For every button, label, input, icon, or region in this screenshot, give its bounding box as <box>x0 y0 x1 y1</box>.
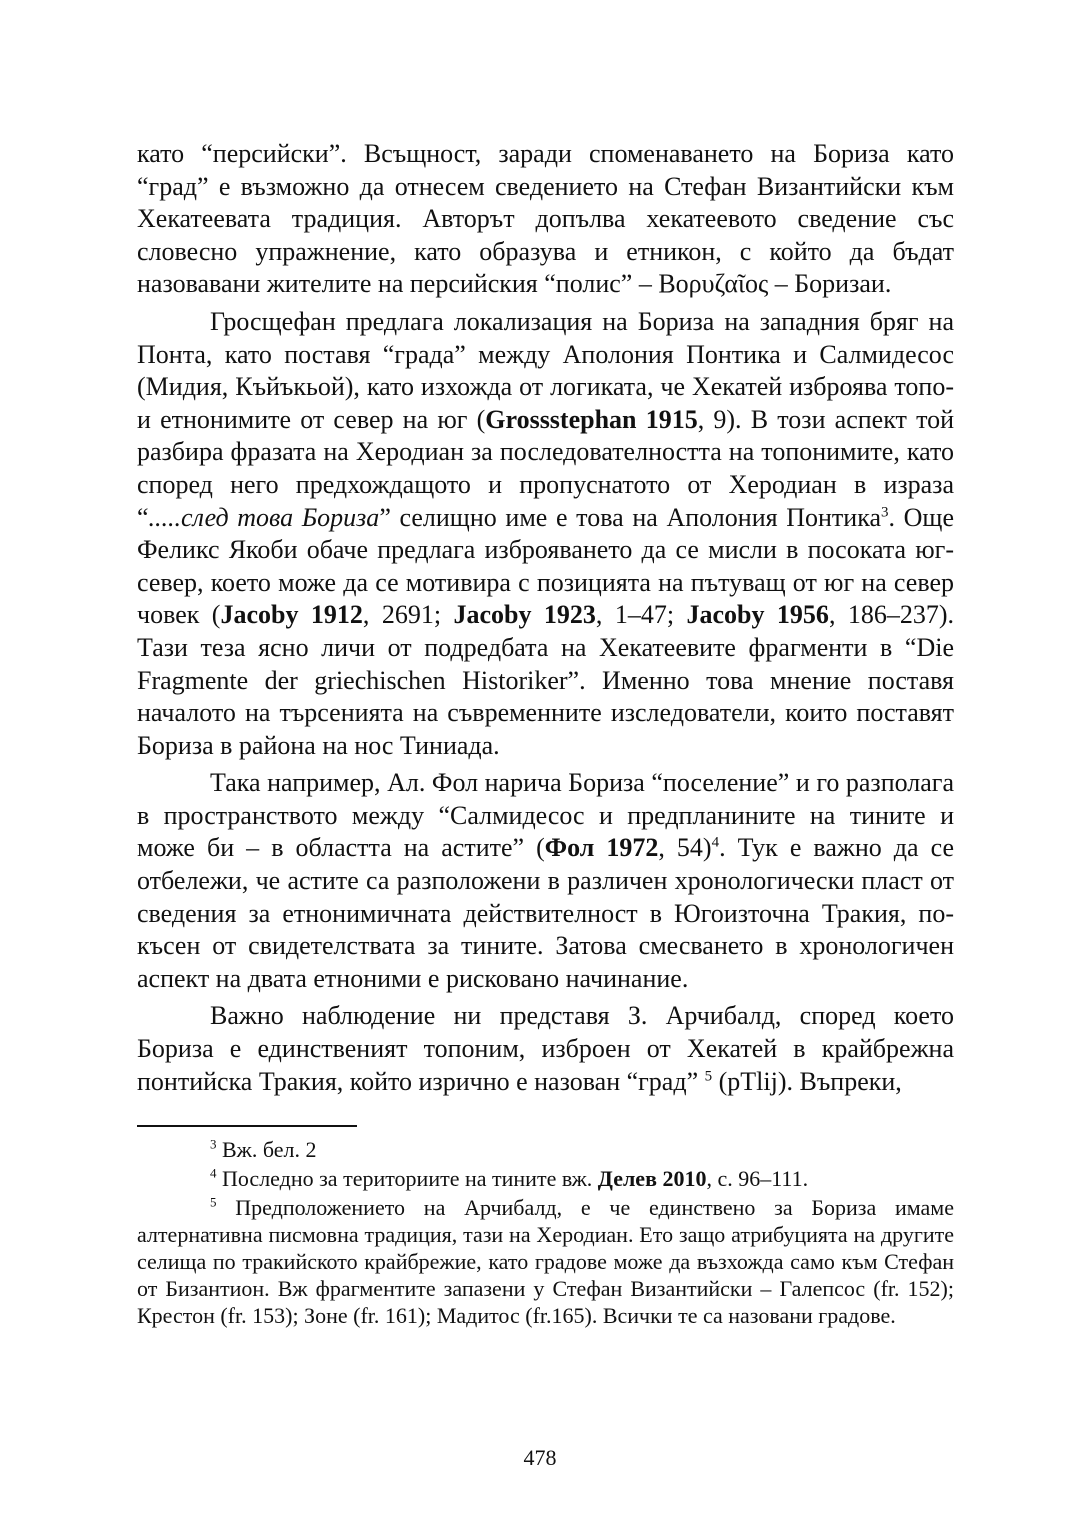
footnote-ref-4[interactable]: 4 <box>711 834 720 851</box>
p2-text-e: , 2691; <box>362 600 454 630</box>
footnote-mark-3: 3 <box>210 1136 217 1152</box>
citation-jacoby-1956: Jacoby 1956 <box>686 600 829 630</box>
citation-jacoby-1923: Jacoby 1923 <box>453 600 596 630</box>
footnotes <box>137 1136 954 1331</box>
citation-delev-2010: Делев 2010 <box>597 1166 707 1191</box>
p4-text-a: Важно наблюдение ни представя З. Арчибалд, според което Бориза е единственият топоним, изброен от Хекатей в крайбрежна понтийска Тракия, който изрично е назован “град” <box>137 1001 954 1096</box>
p3-text-a: Така например, Ал. Фол нарича Бориза “поселение” и го разполага в пространството между “Салмидесос и предпланините на тините и може би – в областта на астите” ( <box>137 768 954 863</box>
italic-quote: .....след това Бориза <box>148 502 380 532</box>
page-number: 478 <box>523 1445 557 1470</box>
citation-fol-1972: Фол 1972 <box>544 833 659 863</box>
citation-jacoby-1912: Jacoby 1912 <box>220 600 363 630</box>
citation-grossstephan: Grossstephan 1915 <box>485 404 698 434</box>
p2-text-f: , 1–47; <box>595 600 687 630</box>
paragraph-3 <box>137 767 954 995</box>
footnote-divider <box>137 1125 357 1127</box>
footnote-3 <box>137 1136 954 1163</box>
p3-text-c: . Тук е важно да се отбележи, че астите са разположени в различен хронологически пласт от сведения за етнонимичната действителност в Югоизточна Тракия, по-късен от свидетелствата за тините. Затова смесването в хронологичен аспект на двата етноними е рисковано начинание. <box>137 833 955 993</box>
footnote-4-text-a: Последно за териториите на тините вж. <box>216 1166 598 1191</box>
footnote-4-text-b: , с. 96–111. <box>706 1166 809 1191</box>
paragraph-1: като “персийски”. Всъщност, заради споменаването на Бориза като “град” е възможно да отнесем сведението на Стефан Византийски към Хекатеевата традиция. Авторът допълва хекатеевото сведение със словесно упражнение, като образува и етникон, с който да бъдат назовавани жителите на персийския “полис” – Βορυζαῖος – Боризаи. <box>137 139 954 299</box>
footnote-5 <box>137 1194 954 1329</box>
p2-text-c: ” селищно име е това на Аполония Понтика <box>379 502 881 532</box>
main-text <box>137 138 954 1098</box>
footnote-mark-5: 5 <box>210 1194 217 1210</box>
paragraph-4 <box>137 1000 954 1098</box>
p2-text-g: , 186–237). Тази теза ясно личи от подредбата на Хекатеевите фрагменти в “Die Fragmente der griechischen Historiker”. Именно това мнение поставя началото на търсенията на съвременните изследователи, които поставят Бориза в района на нос Тиниада. <box>137 600 955 760</box>
p2-text-a: Гросщефан предлага локализация на Бориза на западния бряг на Понта, като поставя “града” между Аполония Понтика и Салмидесос (Мидия, Къйъкьой), като изхожда от логиката, че Хекатей изброява топо- и етнонимите от север на юг ( <box>137 306 954 434</box>
p3-text-b: , 54) <box>658 833 712 863</box>
footnote-ref-3[interactable]: 3 <box>880 503 889 520</box>
p2-text-d: . Още Феликс Якоби обаче предлага изброяването да се мисли в посоката юг-север, което може да се мотивира с позицията на пътуващ от юг на север човек ( <box>137 502 954 630</box>
p2-text-b: , 9). В този аспект той разбира фразата на Херодиан за последователността на топонимите, като според него предхождащото и пропуснатото от Херодиан в израза “ <box>137 404 954 532</box>
p4-text-b: (pTlij). Въпреки, <box>712 1066 902 1096</box>
footnote-3-text: Вж. бел. 2 <box>216 1137 317 1162</box>
footnote-4 <box>137 1165 954 1192</box>
footnote-mark-4: 4 <box>210 1165 217 1181</box>
paragraph-2 <box>137 306 954 762</box>
footnote-ref-5[interactable]: 5 <box>704 1067 713 1084</box>
footnote-5-text: Предположението на Арчибалд, е че единствено за Бориза имаме алтернативна писмовна традиция, тази на Херодиан. Ето защо атрибуцията на другите селища по тракийското крайбрежие, като градове може да възхожда само към Стефан от Бизантион. Вж фрагментите запазени у Стефан Византийски – Галепсос (fr. 152); Крестон (fr. 153); Зоне (fr. 161); Мадитос (fr.165). Всички те са назовани градове. <box>137 1195 954 1328</box>
